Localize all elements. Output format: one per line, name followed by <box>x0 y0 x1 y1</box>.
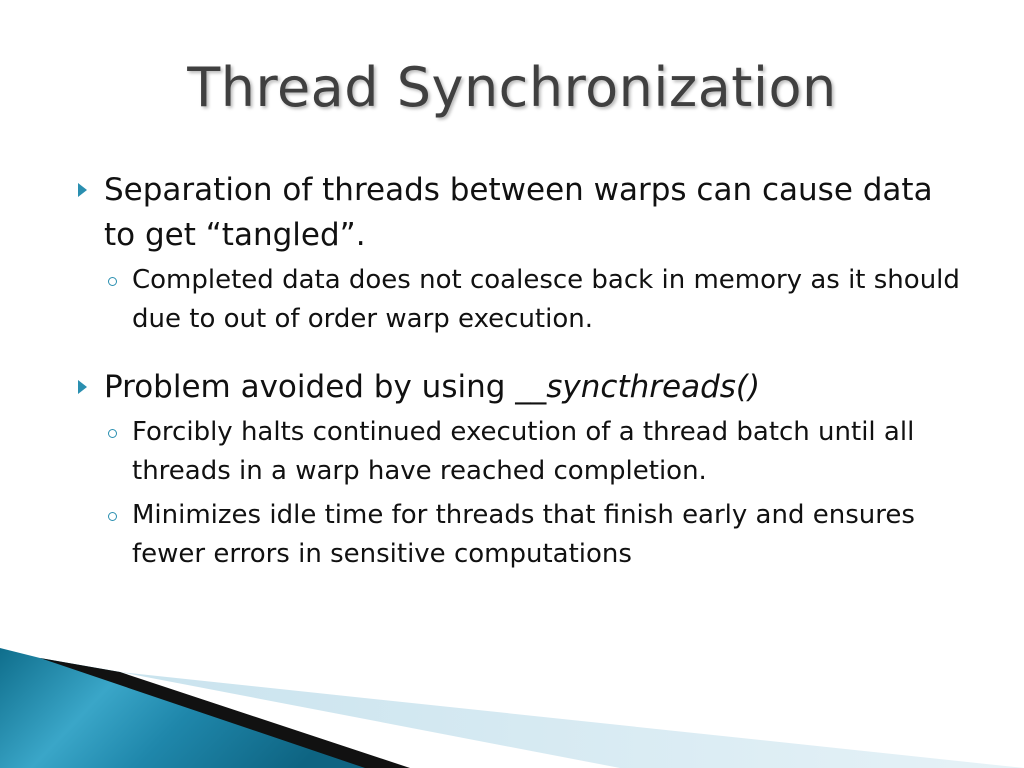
bullet-1-sub-1-text: Completed data does not coalesce back in memory as it should due to out of order warp execution. <box>132 265 960 334</box>
bullet-2-code: __syncthreads() <box>515 369 761 405</box>
bullet-2-sub-2-text: Minimizes idle time for threads that finish early and ensures fewer errors in sensitive computations <box>132 500 915 569</box>
bullet-1-text: Separation of threads between warps can cause data to get “tangled”. <box>104 172 933 253</box>
bullet-2-sub-1-text: Forcibly halts continued execution of a thread batch until all threads in a warp have reached completion. <box>132 417 915 486</box>
bullet-2-text-prefix: Problem avoided by using <box>104 369 516 405</box>
slide-title: Thread Synchronization <box>187 56 837 119</box>
